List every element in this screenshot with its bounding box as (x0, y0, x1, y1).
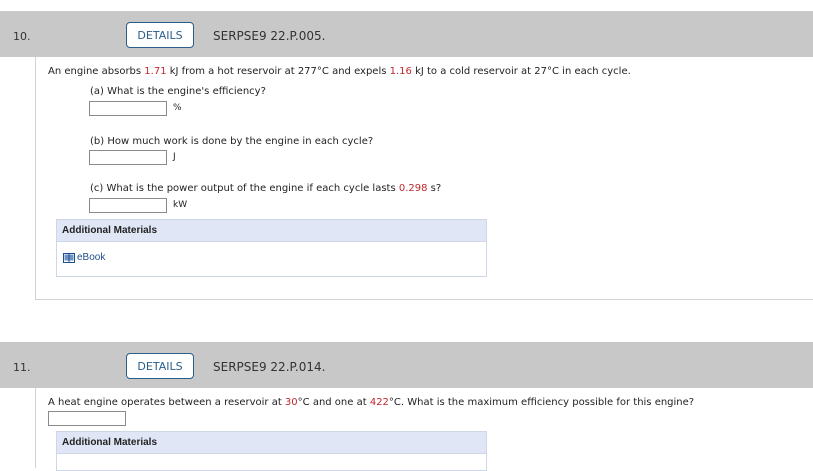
part-a-answer-input[interactable] (89, 101, 167, 116)
given-value: 1.71 (144, 66, 167, 77)
book-icon (63, 253, 75, 263)
part-b-label: (b) How much work is done by the engine in each cycle? (90, 136, 374, 147)
additional-materials-panel (56, 219, 487, 277)
question-prompt: A heat engine operates between a reservoir at 30°C and one at 422°C. What is the maximum efficiency possible for this engine? (48, 397, 695, 408)
additional-materials-title: Additional Materials (57, 432, 486, 454)
ebook-label: eBook (77, 252, 106, 263)
given-value: 422 (369, 397, 389, 408)
question-code: SERPSE9 22.P.014. (213, 360, 326, 374)
part-a-label: (a) What is the engine's efficiency? (90, 86, 266, 97)
ebook-link[interactable] (63, 252, 105, 263)
part-b-answer-input[interactable] (89, 150, 167, 165)
part-c-unit: kW (173, 200, 188, 210)
details-button[interactable]: DETAILS (126, 22, 194, 48)
given-value: 0.298 (398, 183, 428, 194)
question-code: SERPSE9 22.P.005. (213, 29, 326, 43)
question-prompt: An engine absorbs 1.71 kJ from a hot reservoir at 277°C and expels 1.16 kJ to a cold reservoir at 27°C in each cycle. (48, 66, 631, 77)
question-11-header (0, 342, 813, 388)
question-10-header (0, 11, 813, 57)
given-value: 1.16 (389, 66, 412, 77)
answer-input[interactable] (48, 411, 126, 426)
additional-materials-panel (56, 431, 487, 471)
given-value: 30 (284, 397, 298, 408)
details-button[interactable]: DETAILS (126, 353, 194, 379)
part-c-label: (c) What is the power output of the engine if each cycle lasts 0.298 s? (90, 183, 442, 194)
additional-materials-title: Additional Materials (57, 220, 486, 242)
part-c-answer-input[interactable] (89, 198, 167, 213)
question-number: 10. (13, 30, 31, 43)
part-a-unit: % (173, 103, 182, 113)
question-number: 11. (13, 361, 31, 374)
part-b-unit: J (173, 152, 176, 162)
